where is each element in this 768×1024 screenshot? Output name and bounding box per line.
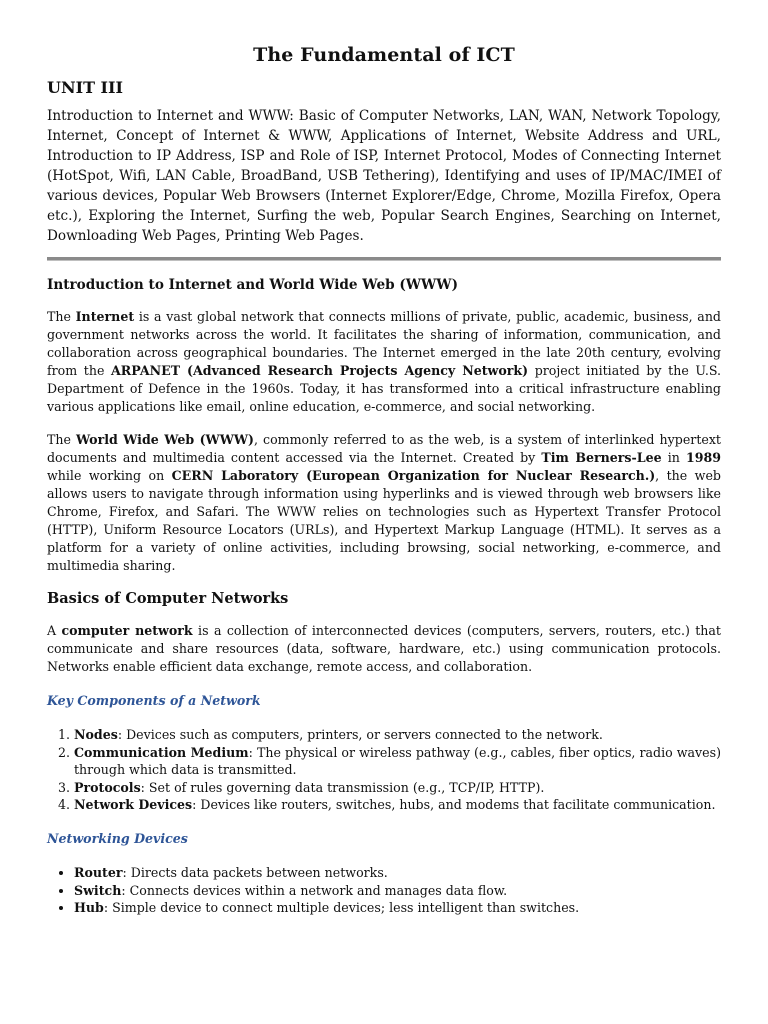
document-title: The Fundamental of ICT (253, 44, 515, 66)
bold-term: Tim Berners-Lee (541, 450, 662, 465)
key-components-list (47, 726, 721, 814)
list-item: 1. Nodes: Devices such as computers, printers, or servers connected to the network. (74, 726, 721, 744)
section-heading-internet-www: Introduction to Internet and World Wide Web (WWW) (47, 277, 458, 293)
internet-paragraph: The Internet is a vast global network that connects millions of private, public, academic, business, and government networks across the world. It facilitates the sharing of information, communication, and collaboration across geographical boundaries. The Internet emerged in the late 20th century, evolving from the ARPANET (Advanced Research Projects Agency Network) project initiated by the U.S. Department of Defence in the 1960s. Today, it has transformed into a critical infrastructure enabling various applications like email, online education, e-commerce, and social networking. (47, 309, 722, 414)
section-heading-computer-networks: Basics of Computer Networks (47, 590, 289, 607)
subheading-networking-devices: Networking Devices (47, 830, 188, 846)
bold-term: ARPANET (Advanced Research Projects Agency Network) (111, 363, 529, 378)
bold-term: World Wide Web (WWW) (76, 432, 254, 447)
list-item: • Switch: Connects devices within a network and manages data flow. (74, 882, 721, 900)
bold-term: 1989 (685, 450, 721, 465)
computer-network-paragraph: A computer network is a collection of interconnected devices (computers, servers, routers, etc.) that communicate and share resources (data, software, hardware, etc.) using communication protocols. Networks enable efficient data exchange, remote access, and collaboration. (47, 623, 721, 674)
list-item: • Hub: Simple device to connect multiple devices; less intelligent than switches. (74, 899, 721, 917)
list-item: 4. Network Devices: Devices like routers, switches, hubs, and modems that facilitate communication. (74, 796, 721, 814)
bold-term: Internet (75, 309, 135, 324)
list-item: 2. Communication Medium: The physical or wireless pathway (e.g., cables, fiber optics, radio waves) through which data is transmitted. (74, 744, 721, 779)
subheading-key-components: Key Components of a Network (47, 693, 261, 708)
list-item: • Router: Directs data packets between networks. (74, 864, 721, 882)
bold-term: computer network (61, 623, 193, 638)
section-divider (47, 257, 721, 261)
bold-term: CERN Laboratory (European Organization for Nuclear Research.) (171, 468, 656, 483)
document-page (47, 0, 721, 917)
www-paragraph: The World Wide Web (WWW), commonly referred to as the web, is a system of interlinked hypertext documents and multimedia content accessed via the Internet. Created by Tim Berners-Lee in 1989 while working on CERN Laboratory (European Organization for Nuclear Research.), the web allows users to navigate through information using hyperlinks and is viewed through web browsers like Chrome, Firefox, and Safari. The WWW relies on technologies such as Hypertext Transfer Protocol (HTTP), Uniform Resource Locators (URLs), and Hypertext Markup Language (HTML). It serves as a platform for a variety of online activities, including browsing, social networking, e-commerce, and multimedia sharing. (47, 432, 721, 573)
unit-heading: UNIT III (47, 78, 123, 97)
syllabus-paragraph: Introduction to Internet and WWW: Basic of Computer Networks, LAN, WAN, Network Topology, Internet, Concept of Internet & WWW, Applications of Internet, Website Address and URL, Introduction to IP Address, ISP and Role of ISP, Internet Protocol, Modes of Connecting Internet (HotSpot, Wifi, LAN Cable, BroadBand, USB Tethering), Identifying and uses of IP/MAC/IMEI of various devices, Popular Web Browsers (Internet Explorer/Edge, Chrome, Mozilla Firefox, Opera etc.), Exploring the Internet, Surfing the web, Popular Search Engines, Searching on Internet, Downloading Web Pages, Printing Web Pages. (47, 108, 721, 244)
networking-devices-list (47, 864, 721, 917)
list-item: 3. Protocols: Set of rules governing data transmission (e.g., TCP/IP, HTTP). (74, 779, 721, 797)
